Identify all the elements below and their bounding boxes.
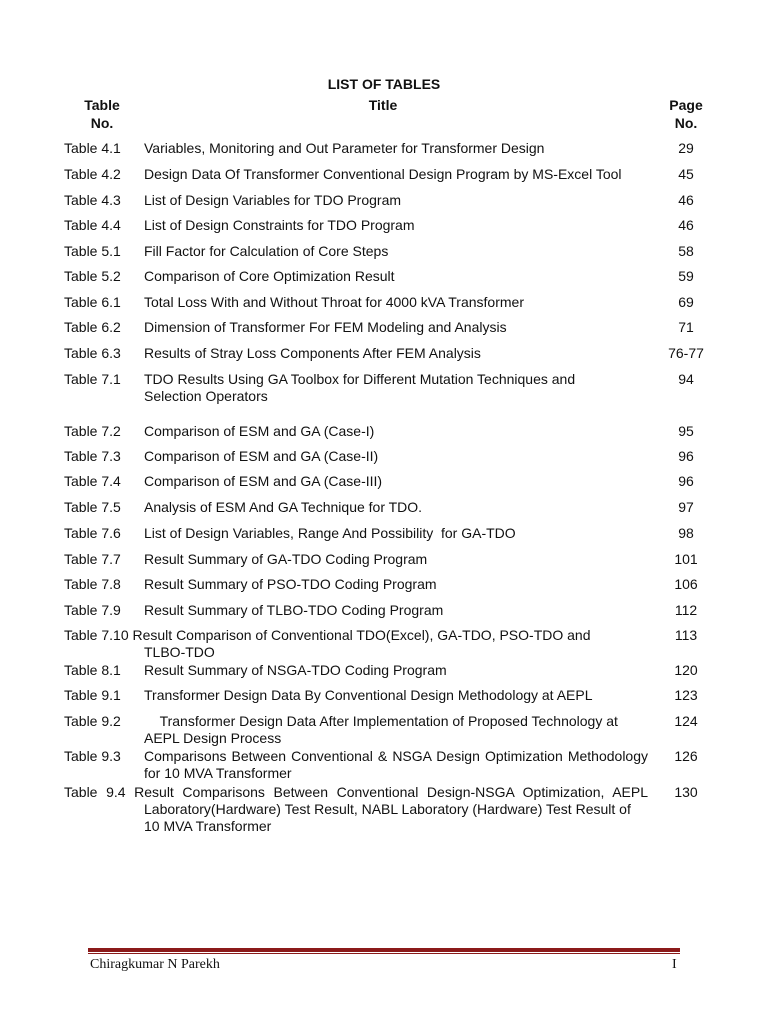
table-number: Table 7.2 [64, 423, 121, 439]
table-title: Result Summary of PSO-TDO Coding Program [144, 576, 437, 592]
footer-rule-thin [88, 953, 680, 954]
page-number: 98 [678, 525, 694, 541]
page-number: 123 [674, 687, 698, 703]
column-header-page-line1: Page [669, 97, 703, 113]
table-title: Dimension of Transformer For FEM Modeling and Analysis [144, 319, 507, 335]
table-title: List of Design Variables, Range And Possibility for GA-TDO [144, 525, 516, 541]
table-title: Comparison of Core Optimization Result [144, 268, 395, 284]
page-number: 120 [674, 662, 698, 678]
table-number: Table 7.6 [64, 525, 121, 541]
footer-author: Chiragkumar N Parekh [90, 957, 220, 972]
table-title: Result Summary of TLBO-TDO Coding Program [144, 602, 444, 618]
table-number: Table 6.2 [64, 319, 121, 335]
footer-page-number: I [672, 957, 677, 972]
table-number: Table 9.3 [64, 748, 121, 764]
table-title: TDO Results Using GA Toolbox for Different Mutation Techniques and Selection Operators [144, 371, 576, 404]
page-number: 124 [674, 713, 698, 729]
table-title: Result Summary of NSGA-TDO Coding Program [144, 662, 447, 678]
table-title: Transformer Design Data By Conventional Design Methodology at AEPL [144, 687, 593, 703]
page-number: 96 [678, 448, 694, 464]
table-title: Total Loss With and Without Throat for 4000 kVA Transformer [144, 294, 524, 310]
page-number: 69 [678, 294, 694, 310]
table-number: Table 4.3 [64, 192, 121, 208]
page-number: 97 [678, 499, 694, 515]
table-number: Table 9.2 [64, 713, 121, 729]
table-number: Table 4.4 [64, 217, 121, 233]
table-title: Comparison of ESM and GA (Case-II) [144, 448, 379, 464]
page-number: 96 [678, 473, 694, 489]
column-header-table-no [72, 96, 132, 132]
table-title: Variables, Monitoring and Out Parameter for Transformer Design [144, 140, 545, 156]
table-title: Transformer Design Data After Implementation of Proposed Technology at AEPL Design Process [144, 713, 622, 746]
table-title: Comparison of ESM and GA (Case-III) [144, 473, 383, 489]
page-number: 95 [678, 423, 694, 439]
table-number: Table 8.1 [64, 662, 121, 678]
table-title: List of Design Constraints for TDO Program [144, 217, 415, 233]
page-number: 101 [674, 551, 698, 567]
table-number: Table 7.1 [64, 371, 121, 387]
table-number: Table 6.1 [64, 294, 121, 310]
page-number: 29 [678, 140, 694, 156]
table-number: Table 5.2 [64, 268, 121, 284]
table-number: Table 7.4 [64, 473, 121, 489]
table-title: Result Summary of GA-TDO Coding Program [144, 551, 428, 567]
page-number: 76-77 [668, 345, 704, 361]
table-number: Table 7.8 [64, 576, 121, 592]
page-number: 45 [678, 166, 694, 182]
table-title: Results of Stray Loss Components After FEM Analysis [144, 345, 481, 361]
table-title: Analysis of ESM And GA Technique for TDO. [144, 499, 423, 515]
footer-rule [88, 948, 680, 952]
page-number: 130 [674, 784, 698, 800]
page-number: 126 [674, 748, 698, 764]
table-number: Table 6.3 [64, 345, 121, 361]
column-header-page-line2: No. [674, 115, 698, 131]
table-number: Table 7.5 [64, 499, 121, 515]
page-number: 113 [674, 627, 698, 643]
table-title-line: Table 7.10 Result Comparison of Conventional TDO(Excel), GA-TDO, PSO-TDO and [64, 627, 591, 643]
page-number: 71 [678, 319, 694, 335]
page-number: 46 [678, 217, 694, 233]
table-title [64, 627, 648, 661]
table-title-line: 10 MVA Transformer [144, 818, 272, 834]
column-header-table-line1: Table [84, 97, 120, 113]
column-header-title: Title [368, 97, 398, 113]
table-number: Table 5.1 [64, 243, 121, 259]
page-number: 46 [678, 192, 694, 208]
table-number: Table 4.2 [64, 166, 121, 182]
page-number: 94 [678, 371, 694, 387]
table-title [64, 784, 648, 835]
table-title: Design Data Of Transformer Conventional Design Program by MS-Excel Tool [144, 166, 622, 182]
table-number: Table 7.3 [64, 448, 121, 464]
page-number: 59 [678, 268, 694, 284]
table-number: Table 7.9 [64, 602, 121, 618]
table-title: Comparisons Between Conventional & NSGA Design Optimization Methodology for 10 MVA Transformer [144, 748, 648, 781]
table-title-line: Laboratory(Hardware) Test Result, NABL Laboratory (Hardware) Test Result of [144, 801, 631, 817]
table-number: Table 4.1 [64, 140, 121, 156]
table-title: Comparison of ESM and GA (Case-I) [144, 423, 375, 439]
page-number: 106 [674, 576, 698, 592]
column-header-table-line2: No. [90, 115, 114, 131]
table-number: Table 9.1 [64, 687, 121, 703]
page-number: 58 [678, 243, 694, 259]
page-title: LIST OF TABLES [327, 76, 441, 92]
page-number: 112 [674, 602, 698, 618]
table-title-line: TLBO-TDO [144, 644, 215, 660]
table-title: List of Design Variables for TDO Program [144, 192, 402, 208]
table-title-line: Table 9.4 Result Comparisons Between Conventional Design-NSGA Optimization, AEPL [64, 784, 648, 800]
table-title: Fill Factor for Calculation of Core Steps [144, 243, 389, 259]
table-number: Table 7.7 [64, 551, 121, 567]
column-header-page-no [660, 96, 712, 132]
